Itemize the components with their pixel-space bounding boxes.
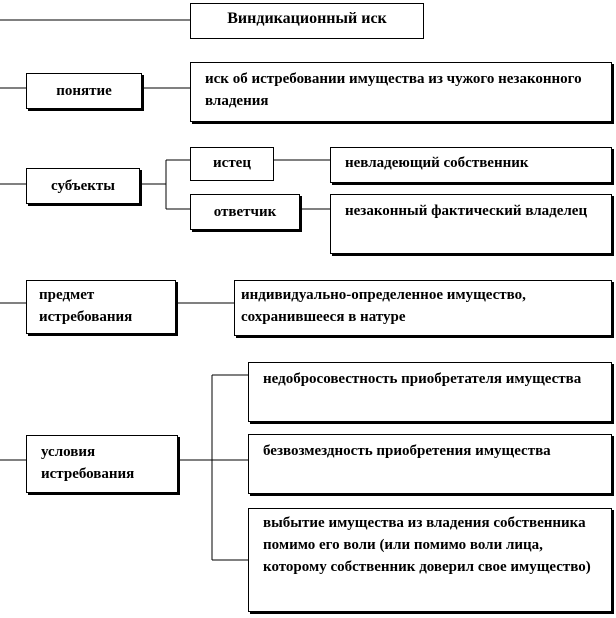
condition-2-box: безвозмездность приобретения имущества <box>248 434 612 494</box>
concept-label-box: понятие <box>26 73 142 109</box>
concept-definition-box: иск об истребовании имущества из чужого незаконного владения <box>190 62 612 122</box>
defendant-box: ответчик <box>190 194 300 230</box>
subject-matter-value-box: индивидуально-определенное имущество, сохранившееся в натуре <box>234 280 612 336</box>
diagram-title: Виндикационный иск <box>190 3 424 39</box>
subjects-label-box: субъекты <box>26 168 140 204</box>
condition-3-box: выбытие имущества из владения собственника помимо его воли (или помимо воли лица, которому собственник доверил свое имущество) <box>248 508 612 612</box>
condition-1-box: недобросовестность приобретателя имущества <box>248 362 612 422</box>
subject-matter-label-box: предмет истребования <box>26 280 176 334</box>
plaintiff-box: истец <box>190 147 274 181</box>
conditions-label-box: условия истребования <box>26 435 178 493</box>
defendant-value-box: незаконный фактический владелец <box>330 194 612 254</box>
plaintiff-value-box: невладеющий собственник <box>330 147 612 183</box>
